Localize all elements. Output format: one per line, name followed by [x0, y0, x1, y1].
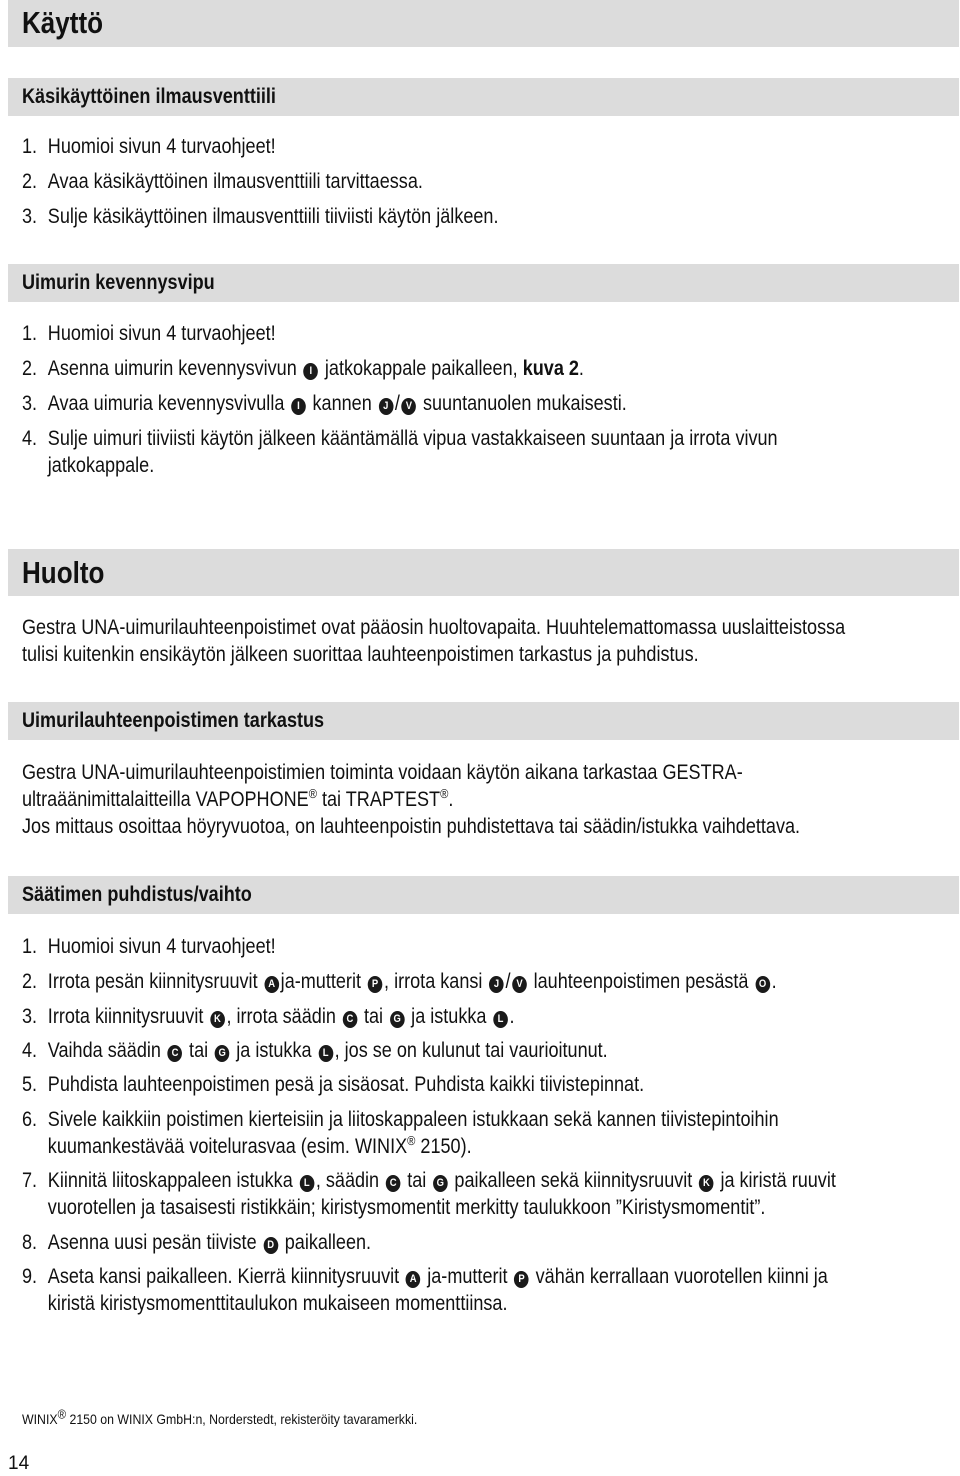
list-item: 5. Puhdista lauhteenpoistimen pesä ja sisäosat. Puhdista kaikki tiivistepinnat.	[22, 1073, 645, 1096]
subsection-title: Säätimen puhdistus/vaihto	[22, 883, 252, 906]
callout-p-icon: P	[514, 1271, 529, 1288]
callout-a-icon: A	[264, 976, 279, 993]
callout-g-icon: G	[215, 1045, 230, 1062]
list-item: 2. Avaa käsikäyttöinen ilmausventtiili tarvittaessa.	[22, 170, 423, 193]
list-item: 6. Sivele kaikkiin poistimen kierteisiin ja liitoskappaleen istukkaan sekä kannen tiivistepintoihin kuumankestävää voitelurasvaa (esim. WINIX® 2150).	[22, 1108, 779, 1158]
callout-d-icon: D	[263, 1237, 278, 1254]
list-item: 3. Irrota kiinnitysruuvit K , irrota säädin C tai G ja istukka L .	[22, 1005, 515, 1028]
list-item: 2. Irrota pesän kiinnitysruuvit A ja-mutterit P , irrota kansi J / V lauhteenpoistimen pesästä O .	[22, 970, 777, 993]
callout-l-icon: L	[300, 1175, 315, 1192]
list-item: 3. Avaa uimuria kevennysvivulla I kannen J / V suuntanuolen mukaisesti.	[22, 392, 627, 415]
callout-p-icon: P	[368, 976, 383, 993]
callout-c-icon: C	[343, 1011, 358, 1028]
callout-g-icon: G	[433, 1175, 448, 1192]
list-item: 4. Vaihda säädin C tai G ja istukka L , jos se on kulunut tai vaurioitunut.	[22, 1039, 608, 1062]
list-item: 2. Asenna uimurin kevennysvivun I jatkokappale paikalleen, kuva 2.	[22, 357, 584, 380]
callout-j-icon: J	[489, 976, 504, 993]
callout-a-icon: A	[406, 1271, 421, 1288]
callout-o-icon: O	[755, 976, 770, 993]
footnote: WINIX® 2150 on WINIX GmbH:n, Norderstedt, rekisteröity tavaramerkki.	[22, 1406, 418, 1427]
list-item: 7. Kiinnitä liitoskappaleen istukka L , säädin C tai G paikalleen sekä kiinnitysruuvit K ja kiristä ruuvit vuorotellen ja tasaisesti ristikkäin; kiristysmomentit merkitty taulukkoon ”Kiristysmomentit”.	[22, 1169, 836, 1219]
callout-l-icon: L	[318, 1045, 333, 1062]
list-item: 8. Asenna uusi pesän tiiviste D paikalleen.	[22, 1231, 372, 1254]
callout-i-icon: I	[291, 398, 306, 415]
callout-g-icon: G	[390, 1011, 405, 1028]
callout-c-icon: C	[168, 1045, 183, 1062]
callout-i-icon: I	[304, 363, 319, 380]
list-item: 4. Sulje uimuri tiiviisti käytön jälkeen kääntämällä vipua vastakkaiseen suuntaan ja irrota vivun jatkokappale.	[22, 427, 778, 477]
page-number: 14	[8, 1453, 30, 1474]
section-header-bar	[8, 0, 959, 47]
callout-l-icon: L	[493, 1011, 508, 1028]
list-item: 9. Aseta kansi paikalleen. Kierrä kiinnitysruuvit A ja-mutterit P vähän kerrallaan vuorotellen kiinni ja kiristä kiristysmomenttitaulukon mukaiseen momenttiinsa.	[22, 1265, 828, 1315]
section-title: Huolto	[22, 555, 105, 590]
callout-v-icon: V	[402, 398, 417, 415]
page-title: Käyttö	[22, 5, 104, 40]
list-item: 1. Huomioi sivun 4 turvaohjeet!	[22, 135, 276, 158]
section-header-bar	[8, 549, 959, 596]
callout-v-icon: V	[512, 976, 527, 993]
callout-k-icon: K	[210, 1011, 225, 1028]
subsection-title: Käsikäyttöinen ilmausventtiili	[22, 85, 276, 108]
callout-c-icon: C	[386, 1175, 401, 1192]
subsection-title: Uimurilauhteenpoistimen tarkastus	[22, 709, 325, 732]
list-item: 1. Huomioi sivun 4 turvaohjeet!	[22, 322, 276, 345]
callout-k-icon: K	[699, 1175, 714, 1192]
paragraph: Gestra UNA-uimurilauhteenpoistimien toiminta voidaan käytön aikana tarkastaa GESTRA- ultraäänimittalaitteilla VAPOPHONE® tai TRAPTEST®. Jos mittaus osoittaa höyryvuotoa, on lauhteenpoistin puhdistettava tai säädin/istukka vaihdettava.	[22, 761, 801, 838]
paragraph: Gestra UNA-uimurilauhteenpoistimet ovat pääosin huoltovapaita. Huuhtelemattomassa uuslaitteistossa tulisi kuitenkin ensikäytön jälkeen suorittaa lauhteenpoistimen tarkastus ja puhdistus.	[22, 616, 846, 666]
subsection-title: Uimurin kevennysvipu	[22, 271, 215, 294]
callout-j-icon: J	[378, 398, 393, 415]
list-item: 1. Huomioi sivun 4 turvaohjeet!	[22, 935, 276, 958]
list-item: 3. Sulje käsikäyttöinen ilmausventtiili tiiviisti käytön jälkeen.	[22, 205, 499, 228]
